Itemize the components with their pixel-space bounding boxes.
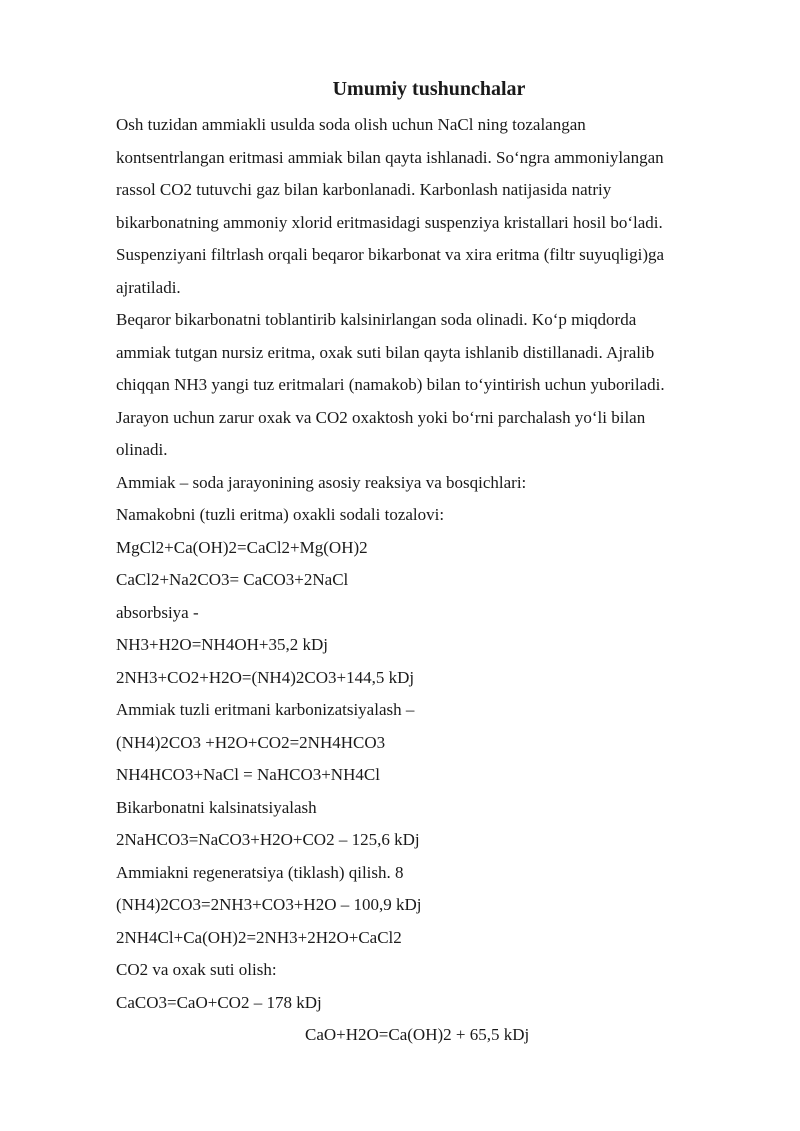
reaction-equation: (NH4)2CO3=2NH3+CO3+H2O – 100,9 kDj [116, 895, 422, 914]
paragraph-line: chiqqan NH3 yangi tuz eritmalari (namakob) bilan to‘yintirish uchun yuboriladi. [116, 375, 665, 394]
section-heading: Ammiak – soda jarayonining asosiy reaksiya va bosqichlari: [116, 472, 527, 492]
reaction-equation: 2NH3+CO2+H2O=(NH4)2CO3+144,5 kDj [116, 667, 415, 687]
reaction-equation: 2NH4Cl+Ca(OH)2=2NH3+2H2O+CaCl2 [116, 927, 402, 947]
paragraph-line: ammiak tutgan nursiz eritma, oxak suti bilan qayta ishlanib distillanadi. Ajralib [116, 342, 655, 362]
paragraph-line: Beqaror bikarbonatni toblantirib kalsinirlangan soda olinadi. Ko‘p miqdorda [116, 310, 637, 329]
reaction-equation: CaCl2+Na2CO3= CaCO3+2NaCl [116, 570, 349, 589]
document-body [116, 109, 728, 1052]
paragraph-line: kontsentrlangan eritmasi ammiak bilan qayta ishlanadi. So‘ngra ammoniylangan [116, 147, 664, 167]
reaction-equation: 2NaHCO3=NaCO3+H2O+CO2 – 125,6 kDj [116, 830, 420, 849]
step-label: Ammiak tuzli eritmani karbonizatsiyalash – [116, 700, 415, 719]
paragraph-line: rassol CO2 tutuvchi gaz bilan karbonlanadi. Karbonlash natijasida natriy [116, 180, 612, 199]
paragraph-line: olinadi. [116, 440, 168, 459]
paragraph-line: Jarayon uchun zarur oxak va CO2 oxaktosh yoki bo‘rni parchalash yo‘li bilan [116, 407, 646, 427]
reaction-equation: MgCl2+Ca(OH)2=CaCl2+Mg(OH)2 [116, 537, 368, 557]
step-label: Bikarbonatni kalsinatsiyalash [116, 797, 317, 817]
paragraph-line: ajratiladi. [116, 277, 181, 297]
reaction-equation: (NH4)2CO3 +H2O+CO2=2NH4HCO3 [116, 732, 386, 752]
step-label: Namakobni (tuzli eritma) oxakli sodali tozalovi: [116, 505, 445, 524]
step-label: absorbsiya - [116, 602, 199, 622]
step-label: CO2 va oxak suti olish: [116, 960, 277, 979]
paragraph-line: Suspenziyani filtrlash orqali beqaror bikarbonat va xira eritma (filtr suyuqligi)ga [116, 245, 665, 264]
reaction-equation: CaCO3=CaO+CO2 – 178 kDj [116, 992, 322, 1012]
reaction-equation: CaO+H2O=Ca(OH)2 + 65,5 kDj [305, 1025, 530, 1044]
page-title: Umumiy tushunchalar [332, 78, 526, 100]
step-label: Ammiakni regeneratsiya (tiklash) qilish. 8 [116, 862, 404, 882]
paragraph-line: Osh tuzidan ammiakli usulda soda olish uchun NaCl ning tozalangan [116, 115, 586, 134]
reaction-equation: NH3+H2O=NH4OH+35,2 kDj [116, 635, 328, 654]
paragraph-line: bikarbonatning ammoniy xlorid eritmasidagi suspenziya kristallari hosil bo‘ladi. [116, 212, 663, 232]
reaction-equation: NH4HCO3+NaCl = NaHCO3+NH4Cl [116, 765, 380, 784]
